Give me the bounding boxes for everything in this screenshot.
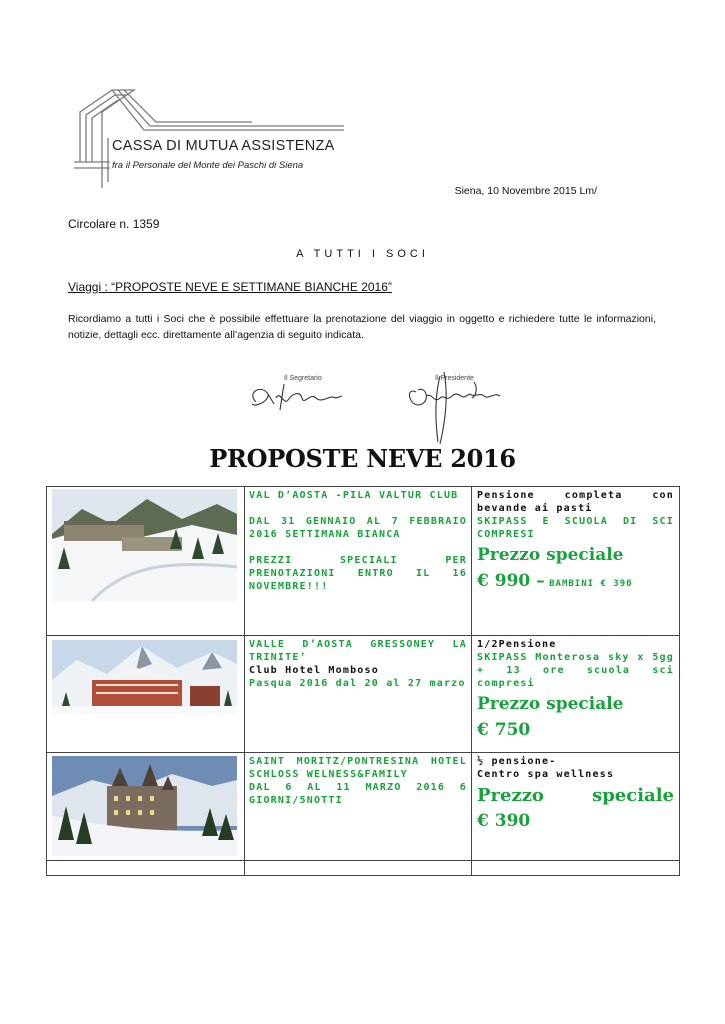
offer-board: Pensione completa con bevande ai pasti: [477, 490, 674, 514]
offer-booking-note: PREZZI SPECIALI PER PRENOTAZIONI ENTRO IL 16 NOVEMBRE!!!: [249, 555, 467, 592]
offer-board: ½ pensione-: [477, 756, 557, 767]
offer-location: SAINT MORITZ/PONTRESINA HOTEL SCHLOSS WELNESS&FAMILY: [249, 756, 467, 780]
offer-price-label: Prezzo speciale: [477, 785, 674, 806]
offer-image-cell: [47, 487, 245, 636]
logo-subtitle: fra il Personale del Monte dei Paschi di Siena: [112, 160, 304, 171]
offer-extras: Centro spa wellness: [477, 769, 615, 780]
offer-price: € 390: [477, 811, 531, 831]
offer-location: VAL D’AOSTA -PILA VALTUR CLUB: [249, 490, 459, 501]
letter-date: Siena, 10 Novembre 2015 Lm/: [454, 185, 597, 197]
offer-price-cell: [472, 636, 680, 753]
offer-image-cell: [47, 636, 245, 753]
circular-number: Circolare n. 1359: [68, 217, 160, 231]
offer-description-cell: [245, 636, 472, 753]
empty-cell: [472, 861, 680, 876]
offer-description-cell: [245, 753, 472, 861]
offer-hotel: Club Hotel Momboso: [249, 665, 379, 676]
main-title: PROPOSTE NEVE 2016: [209, 444, 516, 473]
subject-label: Viaggi :: [68, 280, 108, 294]
offer-price-label: Prezzo speciale: [477, 545, 624, 565]
offers-table: [46, 486, 680, 876]
addressee-line: A TUTTI I SOCI: [296, 248, 429, 260]
subject-line: [68, 280, 392, 294]
offer-price: € 750: [477, 720, 531, 740]
offer-child-price: BAMBINI € 390: [549, 579, 633, 589]
offer-row-pila: [47, 487, 680, 636]
ski-resort-photo: [52, 489, 237, 601]
empty-row: [47, 861, 680, 876]
logo-graphic: [72, 82, 352, 192]
offer-extras: SKIPASS E SCUOLA DI SCI COMPRESI: [477, 516, 674, 540]
president-signature: [400, 362, 515, 448]
offer-dates: DAL 6 AL 11 MARZO 2016 6 GIORNI/5NOTTI: [249, 782, 467, 806]
offer-price-cell: [472, 753, 680, 861]
offer-location: VALLE D’AOSTA GRESSONEY LA TRINITE’: [249, 639, 467, 663]
offer-row-st-moritz: [47, 753, 680, 861]
body-paragraph: Ricordiamo a tutti i Soci che è possibile effettuare la prenotazione del viaggio in oggetto e richiedere tutte le informazioni, notizie, dettagli ecc. direttamente all’agenzia di seguito indicata.: [68, 313, 656, 341]
empty-cell: [47, 861, 245, 876]
secretary-signature: [244, 380, 354, 416]
offer-price-label: Prezzo speciale: [477, 694, 624, 714]
subject-title: “PROPOSTE NEVE E SETTIMANE BIANCHE 2016”: [107, 280, 392, 294]
logo-title: CASSA DI MUTUA ASSISTENZA: [112, 138, 335, 154]
offer-dates: DAL 31 GENNAIO AL 7 FEBBRAIO 2016 SETTIMANA BIANCA: [249, 516, 467, 540]
castle-hotel-photo: [52, 756, 237, 856]
president-label: Il Presidente: [435, 375, 474, 382]
offer-dates: Pasqua 2016 dal 20 al 27 marzo: [249, 678, 466, 689]
offer-price-line: [477, 568, 674, 594]
offer-extras: SKIPASS Monterosa sky x 5gg + 13 ore scuola sci compresi: [477, 652, 674, 689]
offer-board: 1/2Pensione: [477, 639, 557, 650]
offer-price: € 990 –: [477, 571, 545, 591]
secretary-label: Il Segretario: [284, 375, 322, 382]
offer-image-cell: [47, 753, 245, 861]
offer-price-cell: [472, 487, 680, 636]
offer-row-gressoney: [47, 636, 680, 753]
hotel-photo: [52, 640, 237, 714]
offer-description-cell: [245, 487, 472, 636]
empty-cell: [245, 861, 472, 876]
